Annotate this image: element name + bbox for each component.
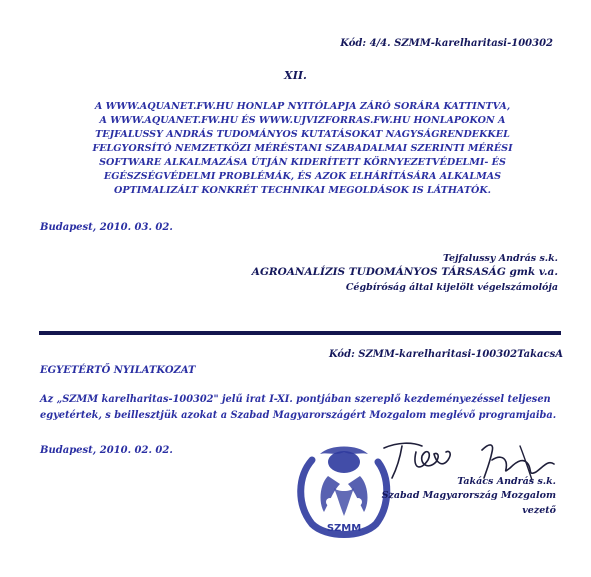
agreement-title: EGYETÉRTŐ NYILATKOZAT xyxy=(40,365,196,376)
announcement-line: SOFTWARE ALKALMAZÁSA ÚTJÁN KIDERÍTETT KÖRNYEZETVÉDELMI- ÉS xyxy=(99,157,506,168)
agreement-body xyxy=(40,392,570,424)
signer-role-first: Cégbíróság által kijelölt végelszámolója xyxy=(345,282,558,293)
section-divider xyxy=(39,331,561,335)
announcement-line: TEJFALUSSY ANDRÁS TUDOMÁNYOS KUTATÁSOKAT NAGYSÁGRENDEKKEL xyxy=(95,129,510,140)
announcement-text xyxy=(30,100,575,198)
section-number: XII. xyxy=(284,69,307,82)
signer-role-second: vezető xyxy=(522,505,556,516)
announcement-line: OPTIMALIZÁLT KONKRÉT TECHNIKAI MEGOLDÁSOK IS LÁTHATÓK. xyxy=(114,185,491,196)
signer-organization-second: Szabad Magyarország Mozgalom xyxy=(381,490,556,501)
signer-organization-first: AGROANALÍZIS TUDOMÁNYOS TÁRSASÁG gmk v.a. xyxy=(251,266,558,278)
announcement-line: A WWW.AQUANET.FW.HU ÉS WWW.UJVIZFORRAS.FW.HU HONLAPOKON A xyxy=(99,115,506,126)
signer-name-second: Takács András s.k. xyxy=(457,476,556,487)
document-code-second: Kód: SZMM-karelharitasi-100302TakacsA xyxy=(328,349,563,360)
announcement-line: FELGYORSÍTÓ NEMZETKÖZI MÉRÉSTANI SZABADALMAI SZERINTI MÉRÉSI xyxy=(92,143,513,154)
agreement-line: egyetértek, s beillesztjük azokat a Szabad Magyarországért Mozgalom meglévő programjaiba. xyxy=(40,410,557,421)
stamp-text: SZMM xyxy=(326,523,362,534)
document-code-top: Kód: 4/4. SZMM-karelharitasi-100302 xyxy=(340,38,553,49)
date-first: Budapest, 2010. 03. 02. xyxy=(40,222,173,233)
signer-name-first: Tejfalussy András s.k. xyxy=(442,253,558,264)
announcement-line: EGÉSZSÉGVÉDELMI PROBLÉMÁK, ÉS AZOK ELHÁRÍTÁSÁRA ALKALMAS xyxy=(103,171,502,182)
date-second: Budapest, 2010. 02. 02. xyxy=(40,445,173,456)
agreement-line: Az „SZMM karelharitas-100302" jelű irat I-XI. pontjában szereplő kezdeményezéssel teljesen xyxy=(40,394,551,405)
announcement-line: A WWW.AQUANET.FW.HU HONLAP NYITÓLAPJA ZÁRÓ SORÁRA KATTINTVA, xyxy=(94,101,511,112)
